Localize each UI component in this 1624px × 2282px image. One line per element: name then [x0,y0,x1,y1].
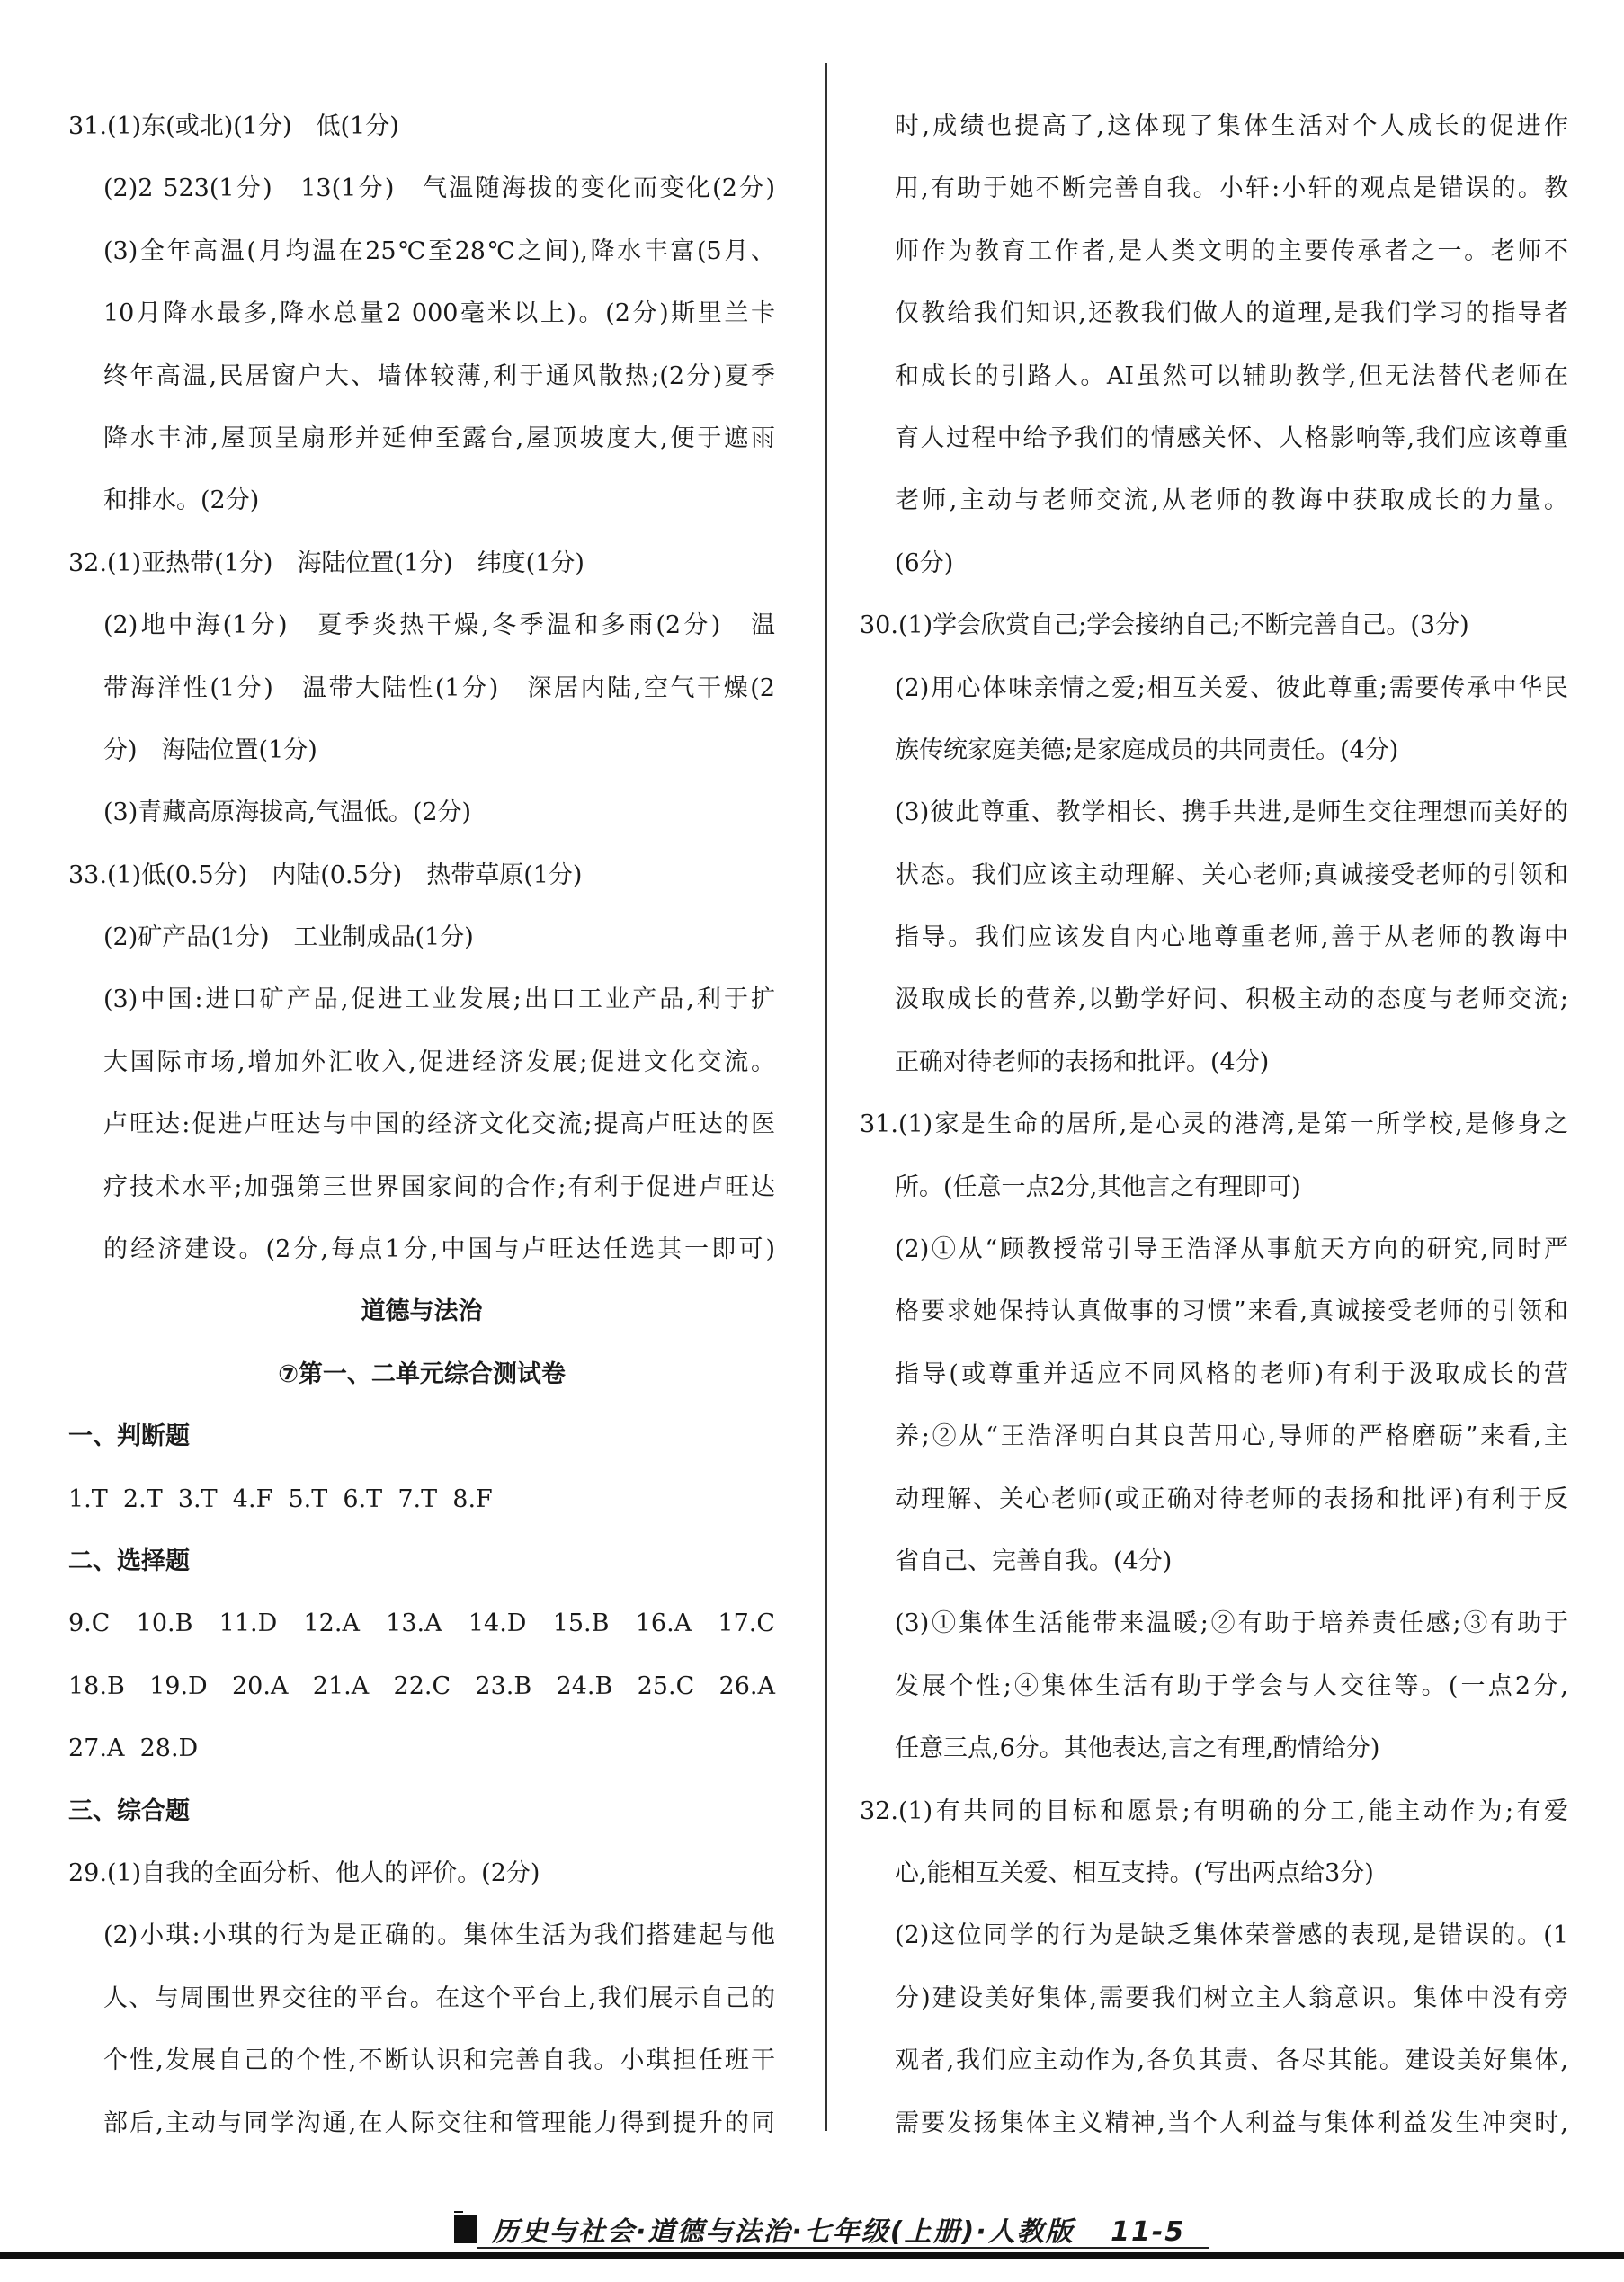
page-number: 11-5 [1111,2216,1186,2248]
answer-line: (3)青藏高原海拔高,气温低。(2分) [103,798,472,827]
answer-line: 部后,主动与同学沟通,在人际交往和管理能力得到提升的同 [103,2108,775,2137]
answer-line: 观者,我们应主动作为,各负其责、各尽其能。建设美好集体, [895,2046,1568,2075]
section-heading: 三、综合题 [68,1796,190,1825]
answer-line: (2)这位同学的行为是缺乏集体荣誉感的表现,是错误的。(1 [895,1921,1568,1950]
answer-line: 的经济建设。(2分,每点1分,中国与卢旺达任选其一即可) [103,1235,775,1264]
answer-line: 人、与周围世界交往的平台。在这个平台上,我们展示自己的 [103,1983,775,2012]
answer-line: 发展个性;④集体生活有助于学会与人交往等。(一点2分, [895,1671,1568,1700]
answer-line: 需要发扬集体主义精神,当个人利益与集体利益发生冲突时, [895,2108,1568,2137]
answer-line: 30.(1)学会欣赏自己;学会接纳自己;不断完善自己。(3分) [860,611,1469,640]
answer-line: 27.A 28.D [68,1734,199,1763]
answer-line: (3)中国:进口矿产品,促进工业发展;出口工业产品,利于扩 [103,985,775,1014]
answer-line: 状态。我们应该主动理解、关心老师;真诚接受老师的引领和 [895,860,1568,889]
section-heading: 一、判断题 [68,1422,190,1451]
answer-line: (2)2 523(1分) 13(1分) 气温随海拔的变化而变化(2分) [103,174,775,203]
column-divider [825,63,827,2131]
answer-line: 仅教给我们知识,还教我们做人的道理,是我们学习的指导者 [895,299,1568,328]
answer-line: 分) 海陆位置(1分) [103,735,317,764]
left-column [68,95,775,2154]
answer-line: 正确对待老师的表扬和批评。(4分) [895,1047,1270,1076]
section-heading: 二、选择题 [68,1547,190,1575]
answer-line: 师作为教育工作者,是人类文明的主要传承者之一。老师不 [895,236,1568,265]
answer-line: 29.(1)自我的全面分析、他人的评价。(2分) [68,1859,540,1887]
answer-line: 18.B 19.D 20.A 21.A 22.C 23.B 24.B 25.C 26.A [68,1671,775,1700]
answer-line: 时,成绩也提高了,这体现了集体生活对个人成长的促进作 [895,112,1568,140]
answer-line: 32.(1)有共同的目标和愿景;有明确的分工,能主动作为;有爱 [860,1796,1568,1825]
answer-line: (3)彼此尊重、教学相长、携手共进,是师生交往理想而美好的 [895,798,1568,827]
answer-line: (2)小琪:小琪的行为是正确的。集体生活为我们搭建起与他 [103,1921,775,1950]
answer-line: 育人过程中给予我们的情感关怀、人格影响等,我们应该尊重 [895,423,1568,452]
answer-line: (2)用心体味亲情之爱;相互关爱、彼此尊重;需要传承中华民 [895,673,1568,702]
answer-line: 指导(或尊重并适应不同风格的老师)有利于汲取成长的营 [895,1359,1568,1388]
answer-line: 族传统家庭美德;是家庭成员的共同责任。(4分) [895,735,1399,764]
answer-line: 省自己、完善自我。(4分) [895,1547,1173,1575]
answer-line: 9.C 10.B 11.D 12.A 13.A 14.D 15.B 16.A 17.C [68,1609,775,1638]
answer-line: 10月降水最多,降水总量2 000毫米以上)。(2分)斯里兰卡 [103,299,775,328]
answer-line: 动理解、关心老师(或正确对待老师的表扬和批评)有利于反 [895,1484,1568,1513]
answer-line: (2)①从“顾教授常引导王浩泽从事航天方向的研究,同时严 [895,1235,1568,1264]
answer-line: (2)矿产品(1分) 工业制成品(1分) [103,923,474,952]
answer-line: 带海洋性(1分) 温带大陆性(1分) 深居内陆,空气干燥(2 [103,673,775,702]
answer-line: (3)全年高温(月均温在25℃至28℃之间),降水丰富(5月、 [103,236,775,265]
answer-line: 任意三点,6分。其他表达,言之有理,酌情给分) [895,1734,1380,1763]
answer-line: 汲取成长的营养,以勤学好问、积极主动的态度与老师交流; [895,985,1568,1014]
answer-line: 心,能相互关爱、相互支持。(写出两点给3分) [895,1859,1374,1887]
right-column [860,95,1568,2154]
section-heading: 道德与法治 [361,1297,483,1326]
answer-line: (3)①集体生活能带来温暖;②有助于培养责任感;③有助于 [895,1609,1568,1638]
footer-square-icon [454,2215,477,2243]
page-footer [454,2207,1209,2252]
answer-line: 所。(任意一点2分,其他言之有理即可) [895,1172,1301,1201]
answer-line: 用,有助于她不断完善自我。小轩:小轩的观点是错误的。教 [895,174,1568,203]
footer-mark-line [454,2211,463,2213]
section-heading: ⑦第一、二单元综合测试卷 [278,1359,566,1388]
answer-line: 和成长的引路人。AI虽然可以辅助教学,但无法替代老师在 [895,361,1568,390]
answer-line: (6分) [895,548,954,577]
answer-line: 31.(1)家是生命的居所,是心灵的港湾,是第一所学校,是修身之 [860,1110,1568,1139]
answer-line: 指导。我们应该发自内心地尊重老师,善于从老师的教诲中 [895,923,1568,952]
footer-text [492,2209,1185,2249]
answer-line: 终年高温,民居窗户大、墙体较薄,利于通风散热;(2分)夏季 [103,361,775,390]
answer-line: 分)建设美好集体,需要我们树立主人翁意识。集体中没有旁 [895,1983,1568,2012]
answer-line: 老师,主动与老师交流,从老师的教诲中获取成长的力量。 [895,486,1568,515]
answer-line: 降水丰沛,屋顶呈扇形并延伸至露台,屋顶坡度大,便于遮雨 [103,423,775,452]
answer-line: 卢旺达:促进卢旺达与中国的经济文化交流;提高卢旺达的医 [103,1110,775,1139]
answer-line: 大国际市场,增加外汇收入,促进经济发展;促进文化交流。 [103,1047,775,1076]
answer-line: 个性,发展自己的个性,不断认识和完善自我。小琪担任班干 [103,2046,775,2075]
answer-line: (2)地中海(1分) 夏季炎热干燥,冬季温和多雨(2分) 温 [103,611,775,640]
bottom-border [0,2252,1624,2259]
answer-line: 和排水。(2分) [103,486,260,515]
answer-line: 养;②从“王浩泽明白其良苦用心,导师的严格磨砺”来看,主 [895,1422,1568,1451]
answer-line: 1.T 2.T 3.T 4.F 5.T 6.T 7.T 8.F [68,1484,493,1513]
answer-line: 31.(1)东(或北)(1分) 低(1分) [68,112,399,140]
answer-line: 格要求她保持认真做事的习惯”来看,真诚接受老师的引领和 [895,1297,1568,1326]
footer-title: 历史与社会·道德与法治·七年级(上册)·人教版 [492,2216,1075,2248]
answer-line: 疗技术水平;加强第三世界国家间的合作;有利于促进卢旺达 [103,1172,775,1201]
answer-line: 33.(1)低(0.5分) 内陆(0.5分) 热带草原(1分) [68,860,583,889]
answer-line: 32.(1)亚热带(1分) 海陆位置(1分) 纬度(1分) [68,548,584,577]
